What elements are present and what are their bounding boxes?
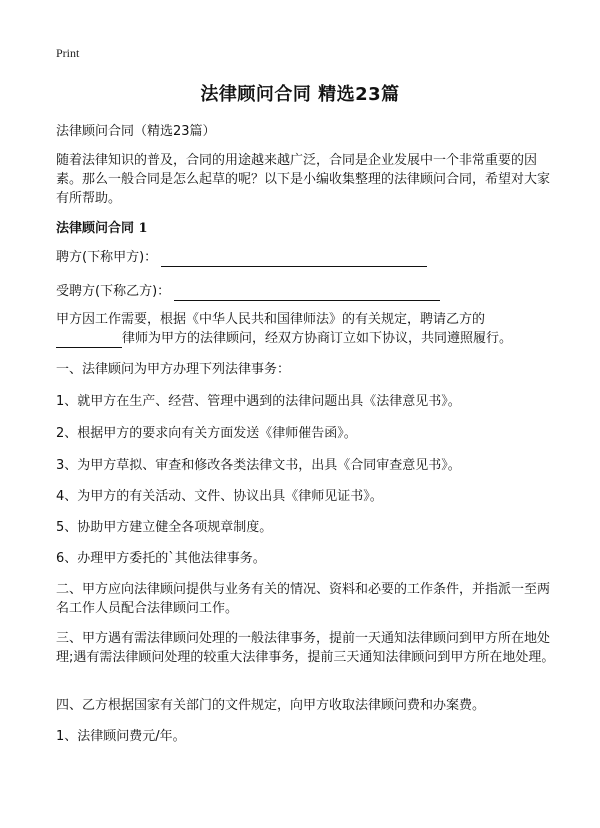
preamble-paragraph xyxy=(56,310,556,348)
document-subtitle: 法律顾问合同（精选23篇） xyxy=(56,124,216,139)
clause-1-item: 1、就甲方在生产、经营、管理中遇到的法律问题出具《法律意见书》。 xyxy=(56,394,461,409)
employee-label: 受聘方(下称乙方)： xyxy=(56,284,171,299)
clause-4-item: 1、法律顾问费元/年。 xyxy=(56,729,186,744)
clause-1-item: 6、办理甲方委托的`其他法律事务。 xyxy=(56,551,266,566)
employer-row xyxy=(56,248,556,267)
clause-1-item: 5、协助甲方建立健全各项规章制度。 xyxy=(56,520,273,535)
clause-3-paragraph: 三、甲方遇有需法律顾问处理的一般法律事务，提前一天通知法律顾问到甲方所在地处理;遇有需法律顾问处理的较重大法律事务，提前三天通知法律顾问到甲方所在地处理。 xyxy=(56,631,555,665)
preamble-part-1: 甲方因工作需要，根据《中华人民共和国律师法》的有关规定，聘请乙方的 xyxy=(56,312,486,327)
document-title: 法律顾问合同 精选23篇 xyxy=(200,84,400,105)
section-heading: 法律顾问合同 1 xyxy=(56,221,148,236)
intro-paragraph: 随着法律知识的普及，合同的用途越来越广泛，合同是企业发展中一个非常重要的因素。那么一般合同是怎么起草的呢？以下是小编收集整理的法律顾问合同，希望对大家有所帮助。 xyxy=(56,153,551,206)
clause-1-item: 3、为甲方草拟、审查和修改各类法律文书，出具《合同审查意见书》。 xyxy=(56,458,461,473)
clause-4-paragraph: 四、乙方根据国家有关部门的文件规定，向甲方收取法律顾问费和办案费。 xyxy=(56,698,486,713)
clause-1-item: 4、为甲方的有关活动、文件、协议出具《律师见证书》。 xyxy=(56,489,383,504)
print-label: Print xyxy=(56,46,80,60)
clause-2-paragraph: 二、甲方应向法律顾问提供与业务有关的情况、资料和必要的工作条件，并指派一至两名工作人员配合法律顾问工作。 xyxy=(56,582,551,616)
clause-1-heading: 一、法律顾问为甲方办理下列法律事务： xyxy=(56,362,291,377)
clause-1-item: 2、根据甲方的要求向有关方面发送《律师催告函》。 xyxy=(56,426,357,441)
employee-blank-line xyxy=(174,286,440,301)
preamble-part-2: 律师为甲方的法律顾问，经双方协商订立如下协议，共同遵照履行。 xyxy=(122,331,513,346)
employee-row xyxy=(56,282,556,301)
employer-label: 聘方(下称甲方)： xyxy=(56,250,158,265)
employer-blank-line xyxy=(161,252,427,267)
law-firm-blank-line xyxy=(56,333,122,348)
